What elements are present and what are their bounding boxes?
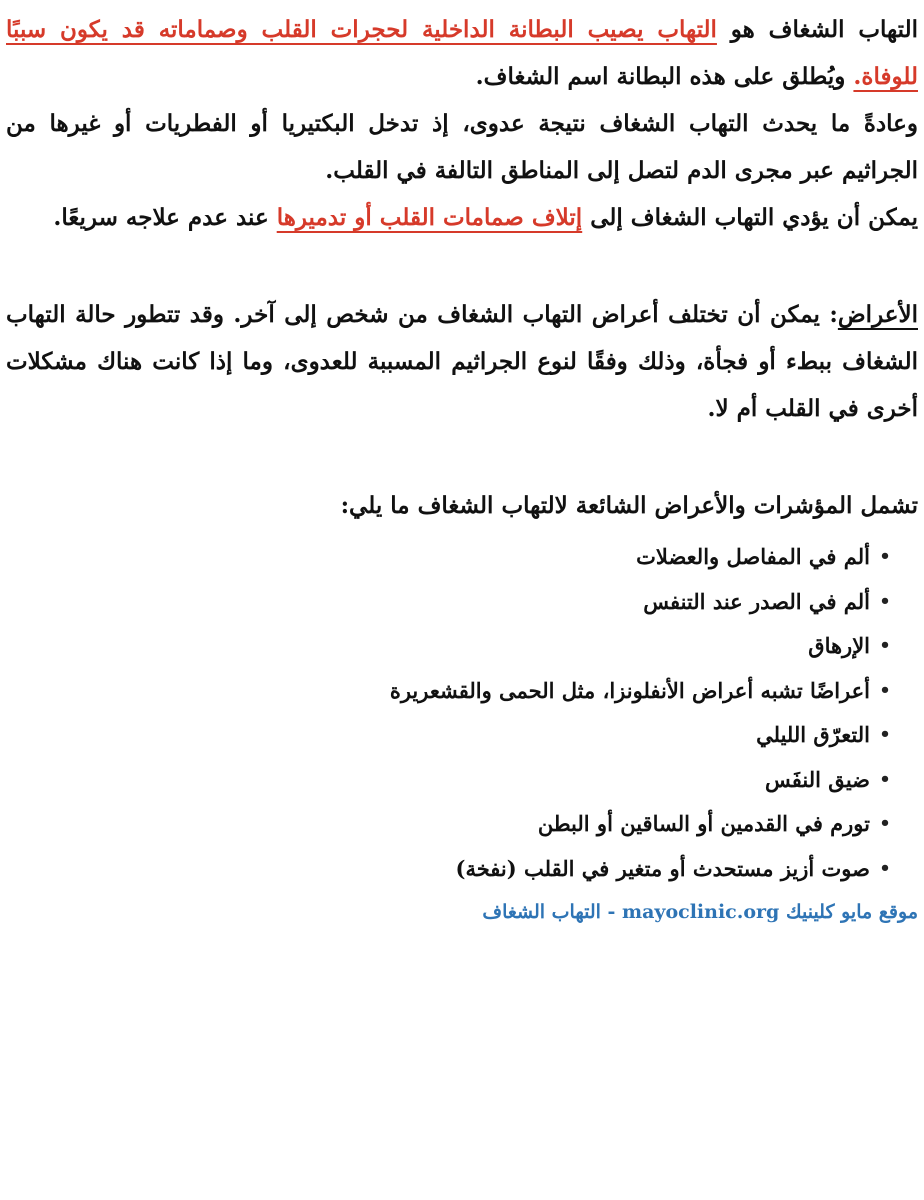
complication-paragraph	[6, 194, 918, 241]
bullet-icon: •	[879, 724, 891, 745]
list-item	[6, 624, 900, 669]
definition-paragraph	[6, 6, 918, 100]
spacer	[6, 241, 918, 291]
list-item	[6, 847, 900, 892]
definition-highlight: التهاب يصيب البطانة الداخلية لحجرات القلب وصماماته قد يكون سببًا للوفاة.	[6, 16, 918, 90]
symptoms-list	[6, 535, 918, 891]
list-item-text: صوت أزيز مستحدث أو متغير في القلب (نفخة)	[455, 855, 870, 881]
list-item-text: ضيق النفَس	[765, 766, 870, 792]
definition-lead: التهاب الشغاف هو	[716, 16, 919, 43]
list-item	[6, 713, 900, 758]
source-credit: موقع مايو كلينيك mayoclinic.org - التهاب الشغاف	[482, 901, 918, 923]
list-item	[6, 669, 900, 714]
bullet-icon: •	[879, 813, 891, 834]
list-item-text: التعرّق الليلي	[756, 722, 870, 747]
list-item	[6, 535, 900, 580]
bullet-icon: •	[879, 590, 891, 612]
list-item-text: ألم في الصدر عند التنفس	[643, 588, 870, 614]
list-item-text: تورم في القدمين أو الساقين أو البطن	[537, 811, 870, 836]
symptoms-intro-text: : يمكن أن تختلف أعراض التهاب الشغاف من شخص إلى آخر. وقد تتطور حالة التهاب الشغاف ببطء أو فجأة، وذلك وفقًا لنوع الجراثيم المسببة للعدوى، وما إذا كانت هناك مشكلات أخرى في القلب أم لا.	[6, 301, 918, 422]
spacer	[6, 432, 918, 482]
complication-lead: يمكن أن يؤدي التهاب الشغاف إلى	[582, 204, 918, 231]
bullet-icon: •	[879, 679, 891, 701]
list-heading: تشمل المؤشرات والأعراض الشائعة لالتهاب الشغاف ما يلي:	[340, 492, 918, 519]
list-item-text: الإرهاق	[808, 633, 870, 658]
list-item-text: ألم في المفاصل والعضلات	[636, 544, 870, 569]
list-item	[6, 802, 900, 847]
complication-highlight: إتلاف صمامات القلب أو تدميرها	[276, 204, 583, 231]
list-item-text: أعراضًا تشبه أعراض الأنفلونزا، مثل الحمى والقشعريرة	[389, 677, 870, 703]
bullet-icon: •	[879, 546, 891, 567]
symptoms-intro-paragraph	[6, 291, 918, 432]
bullet-icon: •	[879, 768, 891, 790]
list-item	[6, 758, 900, 803]
bullet-icon: •	[879, 857, 891, 879]
symptoms-label: الأعراض	[837, 301, 918, 328]
cause-paragraph: وعادةً ما يحدث التهاب الشغاف نتيجة عدوى، إذ تدخل البكتيريا أو الفطريات أو غيرها من الجراثيم عبر مجرى الدم لتصل إلى المناطق التالفة في القلب.	[6, 110, 918, 184]
list-item	[6, 580, 900, 625]
complication-rest: عند عدم علاجه سريعًا.	[53, 204, 277, 231]
bullet-icon: •	[879, 635, 891, 656]
definition-rest: ويُطلق على هذه البطانة اسم الشغاف.	[475, 63, 854, 90]
